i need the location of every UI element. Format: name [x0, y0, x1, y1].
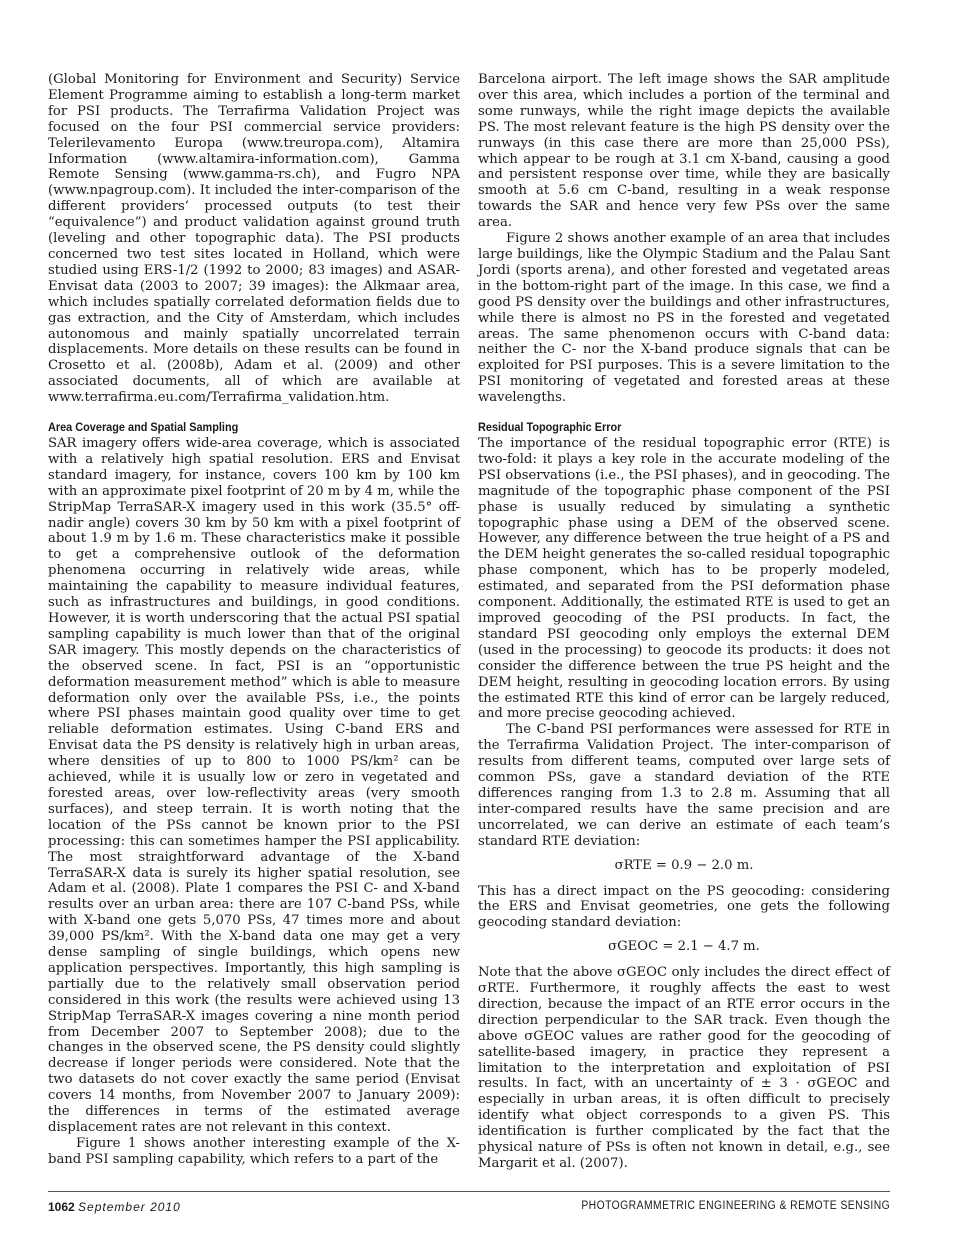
- left-column: [48, 72, 460, 1168]
- equation-sigma-geoc: σGEOC = 2.1 − 4.7 m.: [608, 939, 760, 955]
- equation-sigma-rte: σRTE = 0.9 − 2.0 m.: [614, 857, 754, 873]
- issue-date: September 2010: [78, 1200, 181, 1214]
- section-heading: Residual Topographic Error: [478, 420, 622, 435]
- body-paragraph: Figure 1 shows another interesting example of the X-band PSI sampling capability, which refers to a part of the: [48, 1135, 460, 1167]
- body-paragraph: SAR imagery offers wide-area coverage, which is associated with a relatively high spatial resolution. ERS and Envisat standard imagery, for instance, covers 100 km by 100 km with an approximate pixel footprint of 20 m by 4 m, while the StripMap TerraSAR-X imagery used in this work (35.5° off-nadir angle) covers 30 km by 50 km with a pixel footprint of about 1.9 m by 1.6 m. These characteristics make it possible to get a comprehensive outlook of the deformation phenomena occurring in relatively wide areas, while maintaining the capability to measure individual features, such as infrastructures and buildings, in good conditions. However, it is worth underscoring that the actual PSI spatial sampling capability is much lower than that of the original SAR imagery. This mostly depends on the characteristics of the observed scene. In fact, PSI is an “opportunistic deformation measurement method” which is able to measure deformation only over the available PSs, i.e., the points where PSI phases maintain good quality over time to get reliable deformation estimates. Using C-band ERS and Envisat data the PS density is relatively high in urban areas, where densities of up to 800 to 1000 PS/km² can be achieved, while it is usually low or zero in vegetated and forested areas, over low-reflectivity areas (very smooth surfaces), and steep terrain. It is worth noting that the location of the PSs cannot be known prior to the PSI processing: this can sometimes hamper the PSI applicability. The most straightforward advantage of the X-band TerraSAR-X data is surely its higher spatial resolution, see Adam et al. (2008). Plate 1 compares the PSI C- and X-band results over an urban area: there are 107 C-band PSs, while with X-band one gets 5,070 PSs, 47 times more and about 39,000 PS/km². With the X-band data one may get a very dense sampling of single buildings, which opens new application perspectives. Importantly, this high sampling is partially due to the relatively small observation period considered in this work (the results were achieved using 13 StripMap TerraSAR-X images covering a nine month period from December 2007 to September 2008); due to the changes in the observed scene, the PS density could slightly decrease if longer periods were considered. Note that the two datasets do not cover exactly the same period (Envisat covers 14 months, from November 2007 to January 2009): the differences in terms of the estimated average displacement rates are not relevant in this context.: [48, 436, 460, 1135]
- footer-divider: [48, 1191, 890, 1192]
- page-folio: [48, 1200, 181, 1214]
- page-number: 1062: [48, 1200, 75, 1214]
- body-paragraph: Figure 2 shows another example of an area that includes large buildings, like the Olympic Stadium and the Palau Sant Jordi (sports arena), and other forested and vegetated areas in the bottom-right part of the image. In this case, we find a good PS density over the buildings and other infrastructures, while there is almost no PS in the forested and vegetated areas. The same phenomenon occurs with C-band data: neither the C- nor the X-band produce signals that can be exploited for PSI purposes. This is a severe limitation to the PSI monitoring of vegetated and forested areas at these wavelengths.: [478, 231, 890, 406]
- right-column: [478, 72, 890, 1172]
- body-paragraph: The C-band PSI performances were assessed for RTE in the Terrafirma Validation Project. The inter-comparison of results from different teams, computed over large sets of common PSs, gave a standard deviation of the RTE differences ranging from 1.3 to 2.8 m. Assuming that all inter-compared results have the same precision and are uncorrelated, we can derive an estimate of each team’s standard RTE deviation:: [478, 722, 890, 849]
- journal-name: PHOTOGRAMMETRIC ENGINEERING & REMOTE SENSING: [581, 1200, 890, 1212]
- body-paragraph: This has a direct impact on the PS geocoding: considering the ERS and Envisat geometries, one gets the following geocoding standard deviation:: [478, 883, 890, 931]
- body-paragraph: (Global Monitoring for Environment and Security) Service Element Programme aiming to establish a long-term market for PSI products. The Terrafirma Validation Project was focused on the four PSI commercial service providers: Telerilevamento Europa (www.treuropa.com), Altamira Information (www.altamira-information.com), Gamma Remote Sensing (www.gamma-rs.ch), and Fugro NPA (www.npagroup.com). It included the inter-comparison of the different providers’ processed outputs (to test their “equivalence”) and product validation against ground truth (leveling and other topographic data). The PSI products concerned two test sites located in Holland, which were studied using ERS-1/2 (1992 to 2000; 83 images) and ASAR-Envisat data (2003 to 2007; 39 images): the Alkmaar area, which includes spatially correlated deformation fields due to gas extraction, and the City of Amsterdam, which includes autonomous and mainly spatially uncorrelated terrain displacements. More details on these results can be found in Crosetto et al. (2008b), Adam et al. (2009) and other associated documents, all of which are available at www.terrafirma.eu.com/Terrafirma_validation.htm.: [48, 72, 460, 406]
- body-paragraph: The importance of the residual topographic error (RTE) is two-fold: it plays a key role in the accurate modeling of the PSI observations (i.e., the PSI phases), and in geocoding. The magnitude of the topographic phase component of the PSI phase is usually reduced by simulating a synthetic topographic phase using a DEM of the observed scene. However, any difference between the true height of a PS and the DEM height generates the so-called residual topographic phase component, which has to be properly modeled, estimated, and separated from the PSI deformation phase component. Additionally, the estimated RTE is used to get an improved geocoding of the PSI products. In fact, the standard PSI geocoding only employs the external DEM (used in the processing) to geocode its products: it does not consider the difference between the true PS height and the DEM height, resulting in geocoding location errors. By using the estimated RTE this kind of error can be largely reduced, and more precise geocoding achieved.: [478, 436, 890, 722]
- body-paragraph: Barcelona airport. The left image shows the SAR amplitude over this area, which includes a portion of the terminal and some runways, while the right image depicts the available PS. The most relevant feature is the high PS density over the runways (in this case there are more than 25,000 PSs), which appear to be rough at 3.1 cm X-band, causing a good and persistent response over time, while they are basically smooth at 5.6 cm C-band, resulting in a weak response towards the SAR and hence very few PSs over the same area.: [478, 72, 890, 231]
- body-paragraph: Note that the above σGEOC only includes the direct effect of σRTE. Furthermore, it roughly affects the east to west direction, because the impact of an RTE error occurs in the direction perpendicular to the SAR track. Even though the above σGEOC values are rather good for the geocoding of satellite-based imagery, in practice they represent a limitation to the interpretation and exploitation of PSI results. In fact, with an uncertainty of ± 3 · σGEOC and especially in urban areas, it is often difficult to precisely identify what object corresponds to a given PS. This identification is further complicated by the fact that the physical nature of PSs is often not known in detail, e.g., see Margarit et al. (2007).: [478, 965, 890, 1171]
- section-heading: Area Coverage and Spatial Sampling: [48, 420, 239, 435]
